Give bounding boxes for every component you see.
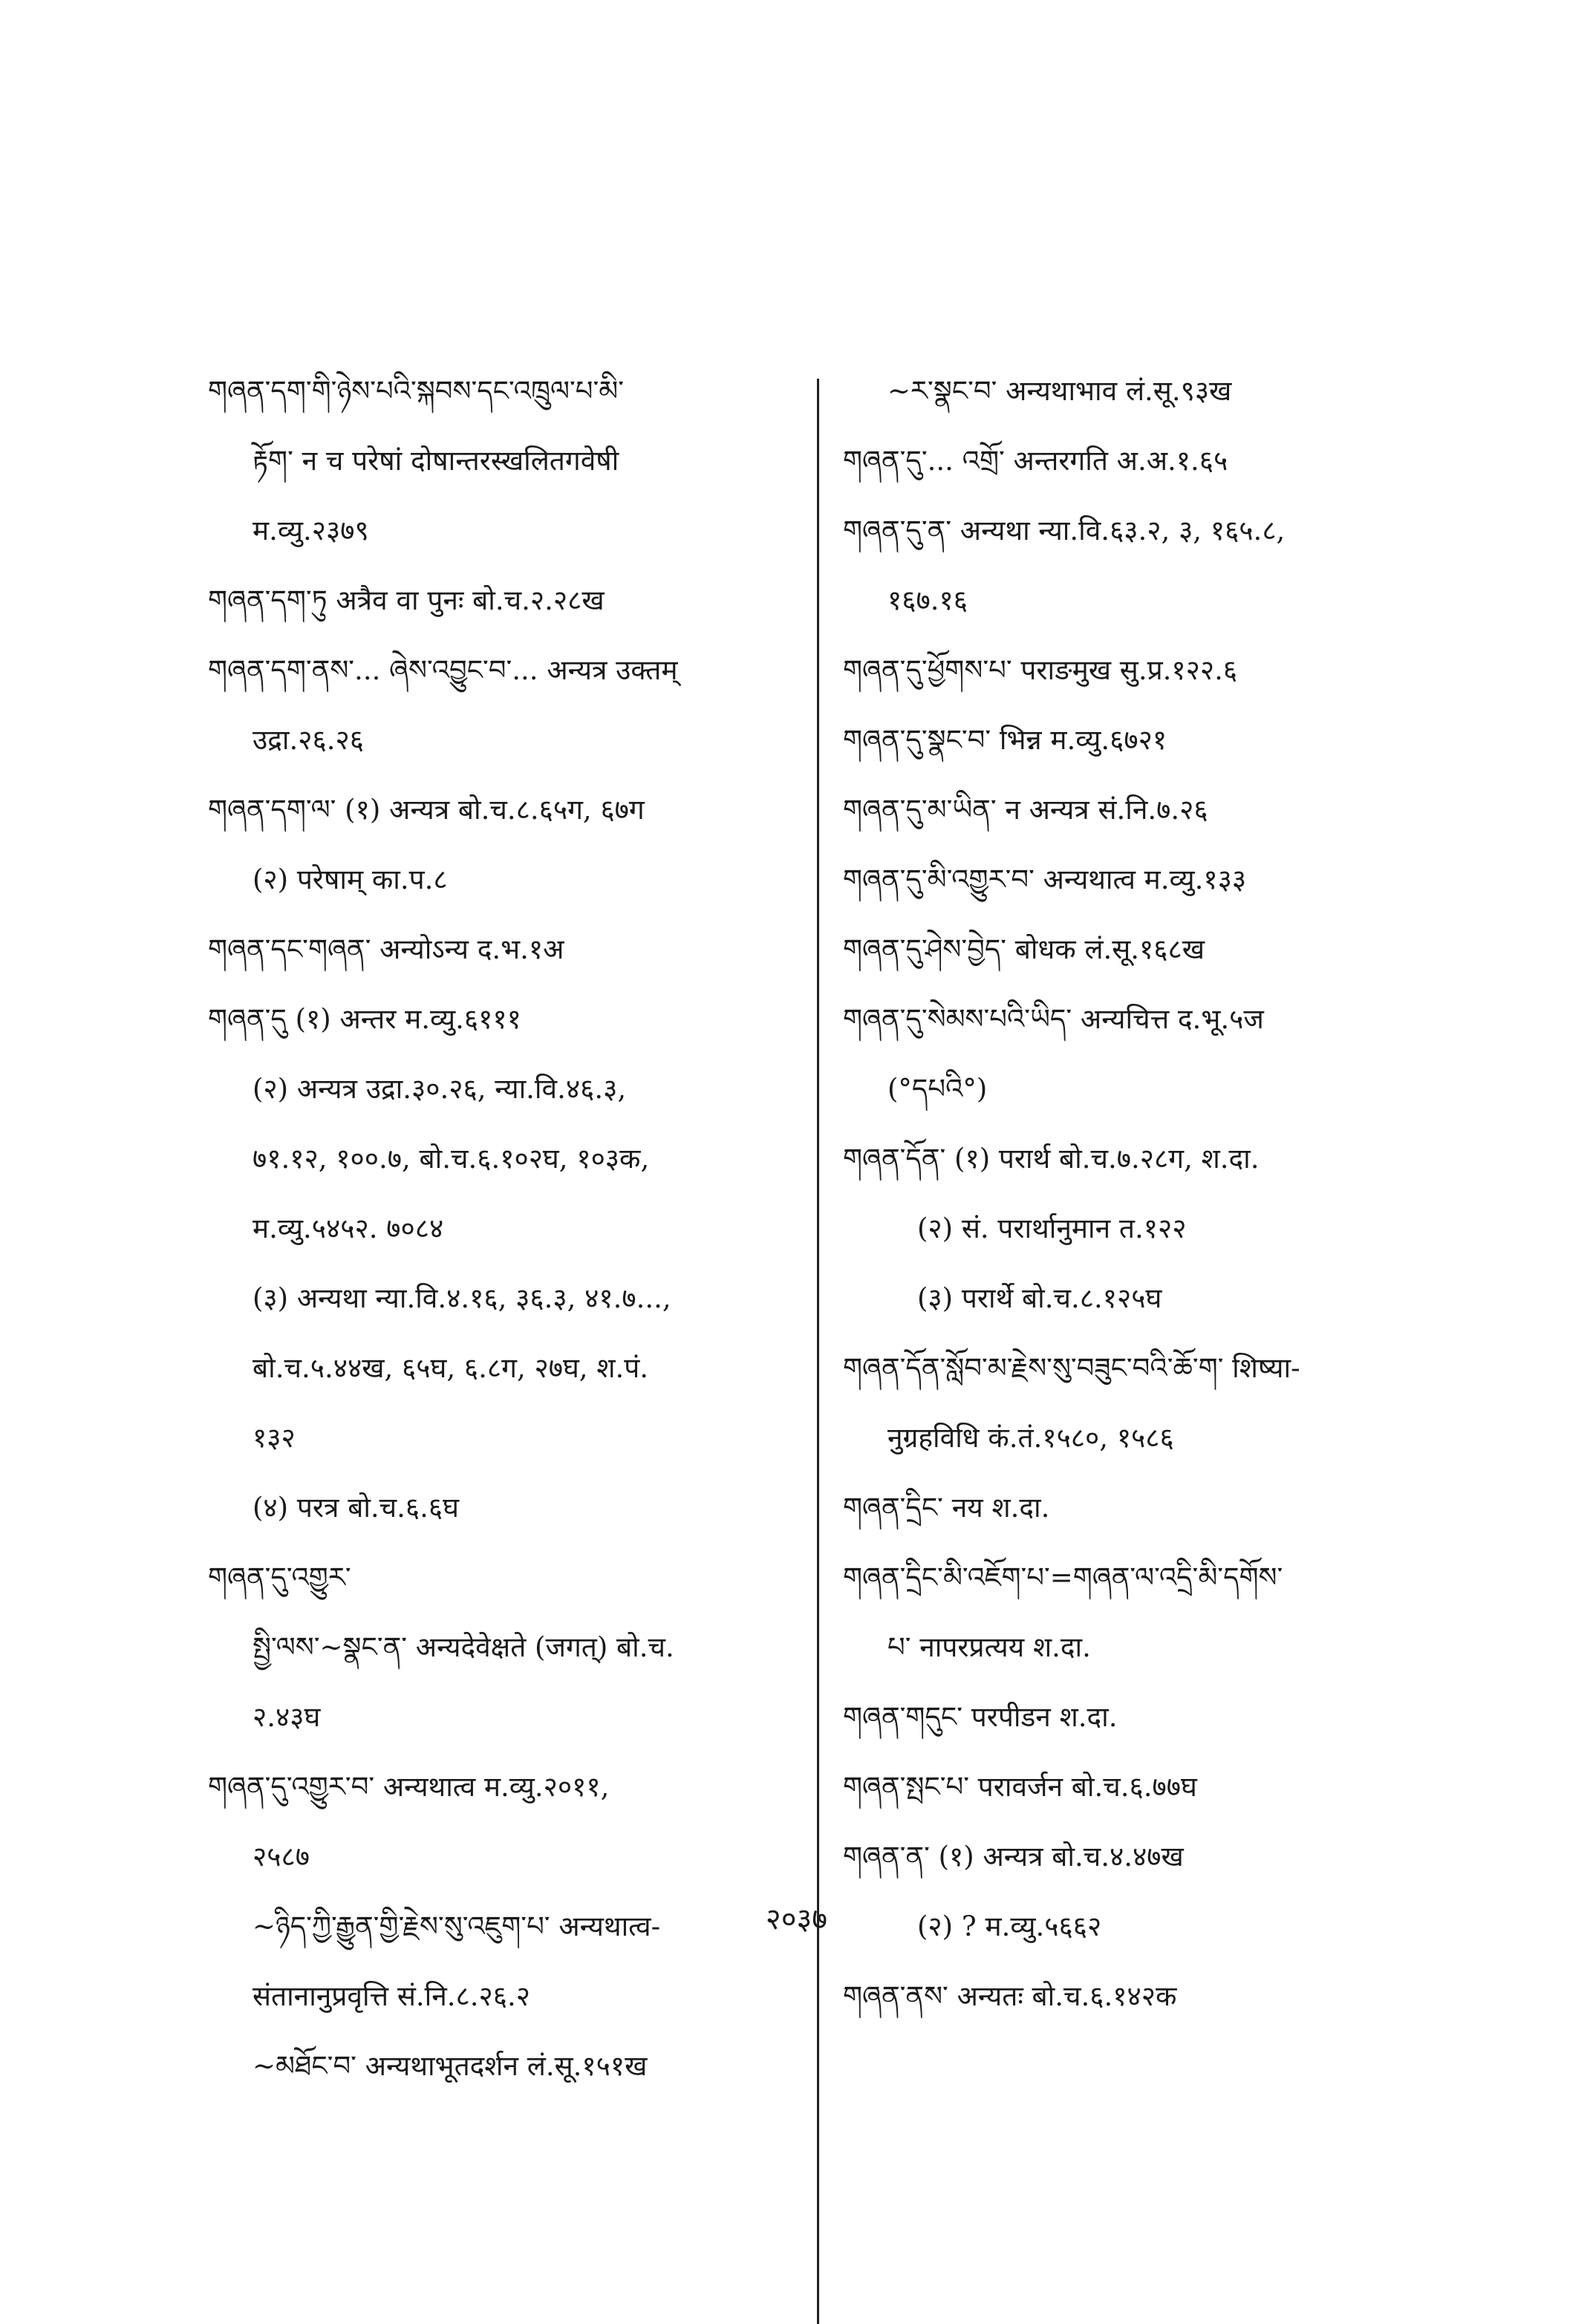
- left-column: [208, 356, 809, 2101]
- dictionary-line: གཞན་དུ་སེམས་པའི་ཡིད་ अन्यचित्त द.भू.५ज: [843, 1003, 1264, 1035]
- dictionary-line: གཞན་དོན་སློབ་མ་རྗེས་སུ་བཟུང་བའི་ཆོ་ག་ शिष्या-: [843, 1352, 1300, 1384]
- dictionary-line: གཞན་དུ་ན་ अन्यथा न्या.वि.६३.२, ३, १६५.८,: [843, 515, 1286, 546]
- dictionary-line: གཞན་དུ་མི་འགྱུར་བ་ अन्यथात्व म.व्यु.१३३: [843, 864, 1247, 895]
- dictionary-line: གཞན་དུ་མ་ཡིན་ न अन्यत्र सं.नि.७.२६: [843, 794, 1208, 826]
- dictionary-line: པ་ नापरप्रत्यय श.दा.: [887, 1631, 1091, 1663]
- dictionary-line: (२) अन्यत्र उद्रा.३०.२६, न्या.वि.४६.३,: [253, 1073, 627, 1105]
- dictionary-line: नुग्रहविधि कं.तं.१५८०, १५८६: [887, 1422, 1174, 1454]
- page-number: २०३७: [765, 1902, 828, 1936]
- dictionary-line: (२) परेषाम् का.प.८: [253, 864, 448, 895]
- dictionary-line: རྟོག་ न च परेषां दोषान्तरस्खलितगवेषी: [253, 445, 619, 477]
- dictionary-line: म.व्यु.२३७९: [253, 515, 369, 546]
- dictionary-line: (३) परार्थे बो.च.८.१२५घ: [917, 1282, 1162, 1314]
- dictionary-line: གཞན་དུ་འགྱུར་བ་ अन्यथात्व म.व्यु.२०११,: [208, 1771, 610, 1803]
- dictionary-line: གཞན་གདུང་ परपीडन श.दा.: [843, 1701, 1118, 1733]
- dictionary-line: གཞན་ནས་ अन्यतः बो.च.६.१४२क: [843, 1980, 1177, 2012]
- dictionary-line: म.व्यु.५४५२. ७०८४: [253, 1212, 444, 1244]
- dictionary-line: २५८७: [253, 1841, 310, 1873]
- dictionary-line: बो.च.५.४४ख, ६५घ, ६.८ग, २७घ, श.पं.: [253, 1352, 649, 1384]
- dictionary-line: གཞན་དུ་ཕྱོགས་པ་ पराङमुख सु.प्र.१२२.६: [843, 654, 1238, 686]
- dictionary-line: སྤྱི་ལས་~སྣང་ན་ अन्यदेवेक्षते (जगत्) बो.च.: [253, 1631, 674, 1663]
- dictionary-line: १६७.१६: [887, 584, 968, 616]
- dictionary-line: གཞན་དྲིང་ नय श.दा.: [843, 1492, 1050, 1524]
- dictionary-line: ~མཐོང་བ་ अन्यथाभूतदर्शन लं.सू.१५१ख: [253, 2050, 648, 2082]
- dictionary-line: གཞན་དག་ལ་ (१) अन्यत्र बो.च.८.६५ग, ६७ग: [208, 794, 645, 826]
- dictionary-line: ७१.१२, १००.७, बो.च.६.१०२घ, १०३क,: [253, 1143, 650, 1175]
- dictionary-line: གཞན་དག་གི་ཉེས་པའི་སྐབས་དང་འཁྲུལ་པ་མི་: [208, 375, 624, 407]
- dictionary-line: གཞན་སྤང་པ་ परावर्जन बो.च.६.७७घ: [843, 1771, 1197, 1803]
- dictionary-line: གཞན་ན་ (१) अन्यत्र बो.च.४.४७ख: [843, 1841, 1184, 1873]
- dictionary-line: གཞན་དུ་སྣང་བ་ भिन्न म.व्यु.६७२१: [843, 724, 1167, 756]
- dictionary-line: ~ཉིད་ཀྱི་རྒྱུན་གྱི་རྗེས་སུ་འཇུག་པ་ अन्यथात्व-: [253, 1910, 661, 1942]
- dictionary-line: (२) सं. परार्थानुमान त.१२२: [917, 1212, 1187, 1244]
- dictionary-line: ~ར་སྣང་བ་ अन्यथाभाव लं.सू.९३ख: [887, 375, 1232, 407]
- dictionary-line: संतानानुप्रवृत्ति सं.नि.८.२६.२: [253, 1980, 531, 2012]
- dictionary-line: གཞན་དོན་ (१) परार्थ बो.च.७.२८ग, श.दा.: [843, 1143, 1260, 1175]
- dictionary-line: གཞན་དང་གཞན་ अन्योऽन्य द.भ.१अ: [208, 933, 564, 965]
- dictionary-line: གཞན་དག་ཏུ अत्रैव वा पुनः बो.च.२.२८ख: [208, 584, 605, 616]
- dictionary-line: གཞན་དྲིང་མི་འཇོག་པ་=གཞན་ལ་འདྲི་མི་དགོས་: [843, 1561, 1283, 1593]
- dictionary-line: གཞན་དུ་འགྱུར་: [208, 1561, 351, 1593]
- dictionary-line: (°དཔའི°): [887, 1073, 988, 1105]
- dictionary-line: གཞན་དུ་ཤེས་བྱེད་ बोधक लं.सू.१६८ख: [843, 933, 1205, 965]
- dictionary-line: २.४३घ: [253, 1701, 321, 1733]
- dictionary-line: (३) अन्यथा न्या.वि.४.१६, ३६.३, ४१.७...,: [253, 1282, 671, 1314]
- dictionary-line: གཞན་དག་ནས་... ཞེས་འབྱུང་བ་... अन्यत्र उक्तम्: [208, 654, 678, 686]
- dictionary-line: उद्रा.२६.२६: [253, 724, 364, 756]
- right-column: [843, 356, 1444, 2031]
- dictionary-line: (४) परत्र बो.च.६.६घ: [253, 1492, 460, 1524]
- dictionary-line: གཞན་དུ་... འགྲོ་ अन्तरगति अ.अ.१.६५: [843, 445, 1228, 477]
- dictionary-line: १३२: [253, 1422, 296, 1454]
- dictionary-line: (२) ? म.व्यु.५६६२: [917, 1910, 1102, 1942]
- dictionary-line: གཞན་དུ (१) अन्तर म.व्यु.६१११: [208, 1003, 521, 1035]
- column-divider: [817, 379, 819, 2324]
